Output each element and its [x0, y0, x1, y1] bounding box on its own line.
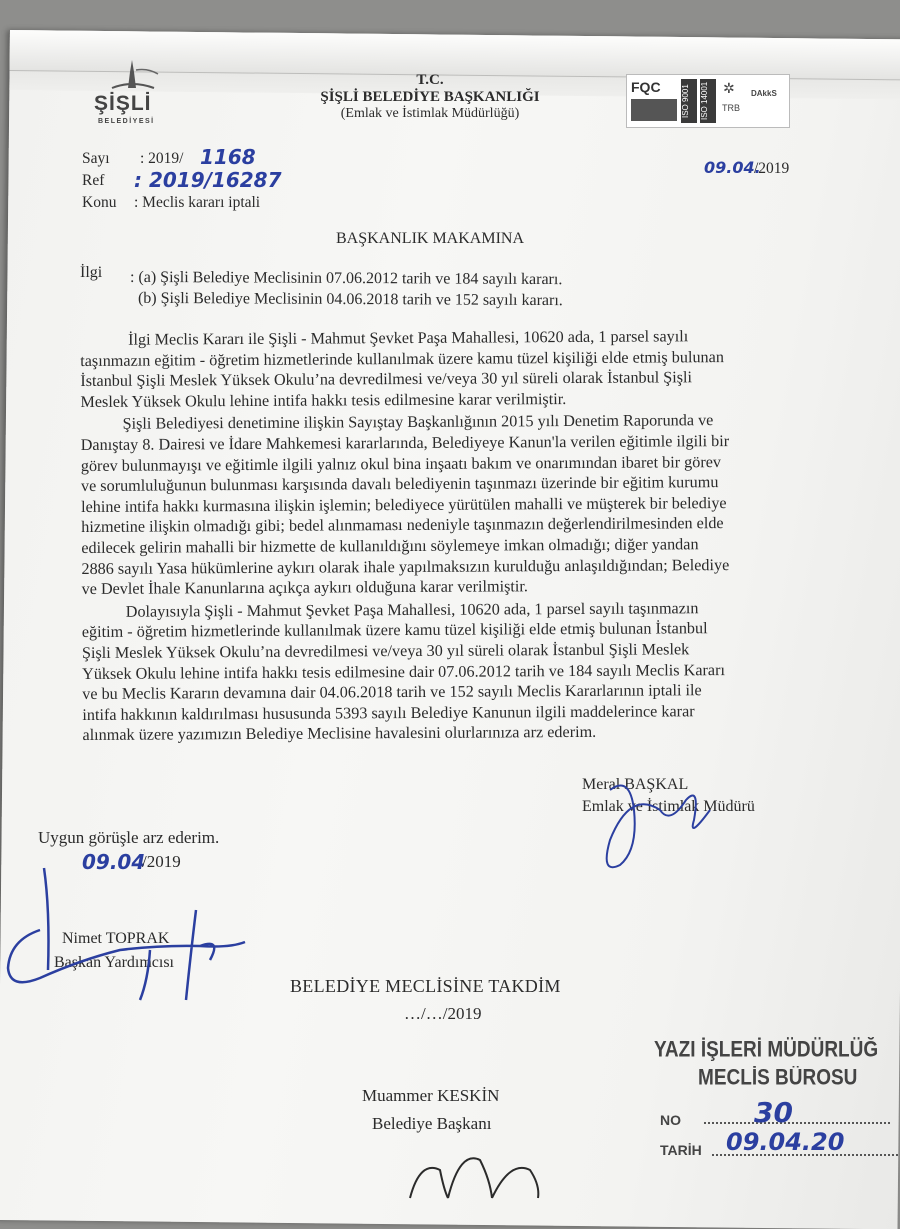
submission-date: …/…/2019: [404, 1004, 482, 1023]
office-name: ŞİŞLİ BELEDİYE BAŞKANLIĞI: [320, 89, 540, 105]
registry-stamp: [650, 1030, 900, 1200]
stamp-no-label: NO: [660, 1112, 681, 1128]
letterhead: [290, 72, 570, 122]
tc-label: T.C.: [416, 72, 444, 88]
ilgi-label: İlgi: [80, 264, 103, 281]
iso-9001-badge: ISO 9001: [681, 79, 697, 123]
paragraph-line: Şişli Meslek Yüksek Okulu’na devredilmesi ve/veya 30 yıl süreli olarak İstanbul Şişli Meslek: [81, 640, 690, 662]
paragraph-line: lehine intifa hakkı kurmasına ilişkin işlemin; belediyece yürütülen mahalli ve müşterek bir belediye: [81, 493, 727, 516]
sayi-value: : 2019/: [140, 150, 184, 167]
approval-date-year: /2019: [142, 852, 181, 871]
mayor-title: Belediye Başkanı: [372, 1114, 492, 1133]
ilgi-b: (b) Şişli Belediye Meclisinin 04.06.2018 tarih ve 152 sayılı kararı.: [137, 289, 563, 310]
paragraph-line: ve Devlet İhale Kanunlarına açıkça aykırı olduğuna karar verilmiştir.: [81, 577, 528, 599]
stamp-tarih-label: TARİH: [660, 1142, 702, 1158]
signature-nimet: [0, 850, 260, 1020]
paragraph-line: Yüksek Okulu lehine intifa hakkı tesis edilmesine dair 07.06.2012 tarih ve 184 sayılı Meclis Kararı: [82, 660, 726, 683]
body-text: [80, 325, 841, 745]
paragraph-line: 2886 sayılı Yasa hükümlerine aykırı olarak ihale yapılmaksızın kurulduğu anlaşıldığından; Belediye: [81, 555, 730, 578]
paragraph-1: [80, 325, 838, 412]
konu-value: : Meclis kararı iptali: [134, 194, 261, 211]
paragraph-3: [82, 597, 841, 746]
ref-label: Ref: [82, 172, 105, 189]
signer1-title: Emlak ve İstimlak Müdürü: [582, 798, 755, 815]
approval-text: Uygun görüşle arz ederim.: [38, 828, 220, 847]
trb-logo: TRB: [722, 103, 740, 113]
paragraph-line: görev bulunmayışı ve eğitimle ilgili yalnız okul bina inşaatı bakım ve onarımından ibaret bir görev: [80, 452, 722, 475]
certificates-box: [626, 74, 790, 128]
paragraph-line: ve sorumluluğunun bulunması karşısında davalı belediyenin taşınmazı üzerinde bir eğitim kurumu: [80, 473, 719, 496]
fqc-logo: FQC: [631, 79, 661, 95]
sayi-label: Sayı: [82, 150, 110, 167]
signature-meral: [590, 770, 730, 880]
sayi-handwritten: 1168: [200, 145, 256, 169]
trb-icon: ✲: [723, 82, 735, 97]
iso-14001-badge: ISO 14001: [700, 79, 716, 123]
paragraph-line: taşınmazın eğitim - öğretim hizmetlerinde kullanılmak üzere kamu tüzel kişiliği elde etmiş bulunan: [80, 347, 724, 370]
paragraph-line: ve bu Meclis Kararın devamına dair 04.06.2018 tarih ve 152 sayılı Meclis Kararlarının iptali ile: [82, 681, 702, 704]
fqc-bar: [631, 99, 677, 121]
stamp-no-dots: [704, 1122, 890, 1124]
mayor-name: Muammer KESKİN: [362, 1086, 500, 1105]
stamp-no-value: 30: [754, 1096, 793, 1129]
stamp-line2: MECLİS BÜROSU: [698, 1066, 858, 1091]
stamp-line1: YAZI İŞLERİ MÜDÜRLÜĞ: [654, 1038, 879, 1063]
department-name: (Emlak ve İstimlak Müdürlüğü): [340, 106, 520, 121]
stamp-tarih-value: 09.04.20: [726, 1128, 845, 1156]
date-handwritten: 09.04.: [704, 158, 761, 177]
paragraph-line: Meslek Yüksek Okulu lehine intifa hakkı tesis edilmesine karar verilmiştir.: [80, 389, 567, 411]
logo-name: ŞİŞLİ: [94, 92, 152, 115]
paragraph-line: Şişli Belediyesi denetimine ilişkin Sayıştay Başkanlığının 2015 yılı Denetim Raporunda ve: [122, 411, 714, 434]
logo-subtitle: BELEDİYESİ: [98, 118, 155, 125]
paragraph-line: edilecek gelirin mahalli bir hizmette de kullanıldığını söylemeye imkan olmadığı; diğer yandan: [81, 535, 699, 557]
paragraph-line: intifa hakkının kaldırılması hususunda 5393 sayılı Belediye Kanunun ilgili maddelerince karar: [82, 701, 695, 724]
paragraph-line: hizmetine ilişkin olmadığı gibi; bedel alınmaması nedeniyle taşınmazın değerlendirilmesinden elde: [81, 514, 724, 537]
paragraph-2: [81, 410, 840, 600]
paragraph-line: Danıştay 8. Dairesi ve İdare Mahkemesi kararlarında, Belediyeye Kanun'la verilen eğitimle ilgili bir: [80, 432, 730, 454]
signature-mayor: [400, 1140, 550, 1200]
dakks-logo: DAkkS: [751, 89, 777, 98]
recipient: BAŞKANLIK MAKAMINA: [336, 230, 524, 247]
submission-title: BELEDİYE MECLİSİNE TAKDİM: [290, 976, 561, 996]
paragraph-line: İstanbul Şişli Meslek Yüksek Okulu’na devredilmesi ve/veya 30 yıl süreli olarak İstanbul Şişli: [80, 368, 693, 391]
ref-handwritten: : 2019/16287: [134, 168, 282, 192]
municipality-logo: [92, 58, 172, 128]
paragraph-line: Dolayısıyla Şişli - Mahmut Şevket Paşa Mahallesi, 10620 ada, 1 parsel sayılı taşınmazın: [125, 598, 699, 621]
konu-label: Konu: [82, 194, 117, 211]
paragraph-line: eğitim - öğretim hizmetlerinde kullanılmak üzere kamu tüzel kişiliği elde etmiş bulunan İstanbul: [81, 619, 708, 642]
approval-title: Başkan Yardımcısı: [54, 954, 174, 971]
paragraph-line: İlgi Meclis Kararı ile Şişli - Mahmut Şevket Paşa Mahallesi, 10620 ada, 1 parsel sayılı: [128, 327, 689, 349]
paragraph-line: alınmak üzere yazımızın Belediye Meclisine havalesini olurlarınıza arz ederim.: [82, 723, 597, 745]
approval-date-handwritten: 09.04: [82, 850, 146, 874]
approval-name: Nimet TOPRAK: [62, 930, 170, 947]
ilgi-a: : (a) Şişli Belediye Meclisinin 07.06.2012 tarih ve 184 sayılı kararı.: [129, 268, 563, 289]
signer1-name: Meral BAŞKAL: [582, 776, 689, 793]
date-year: /2019: [754, 160, 790, 177]
